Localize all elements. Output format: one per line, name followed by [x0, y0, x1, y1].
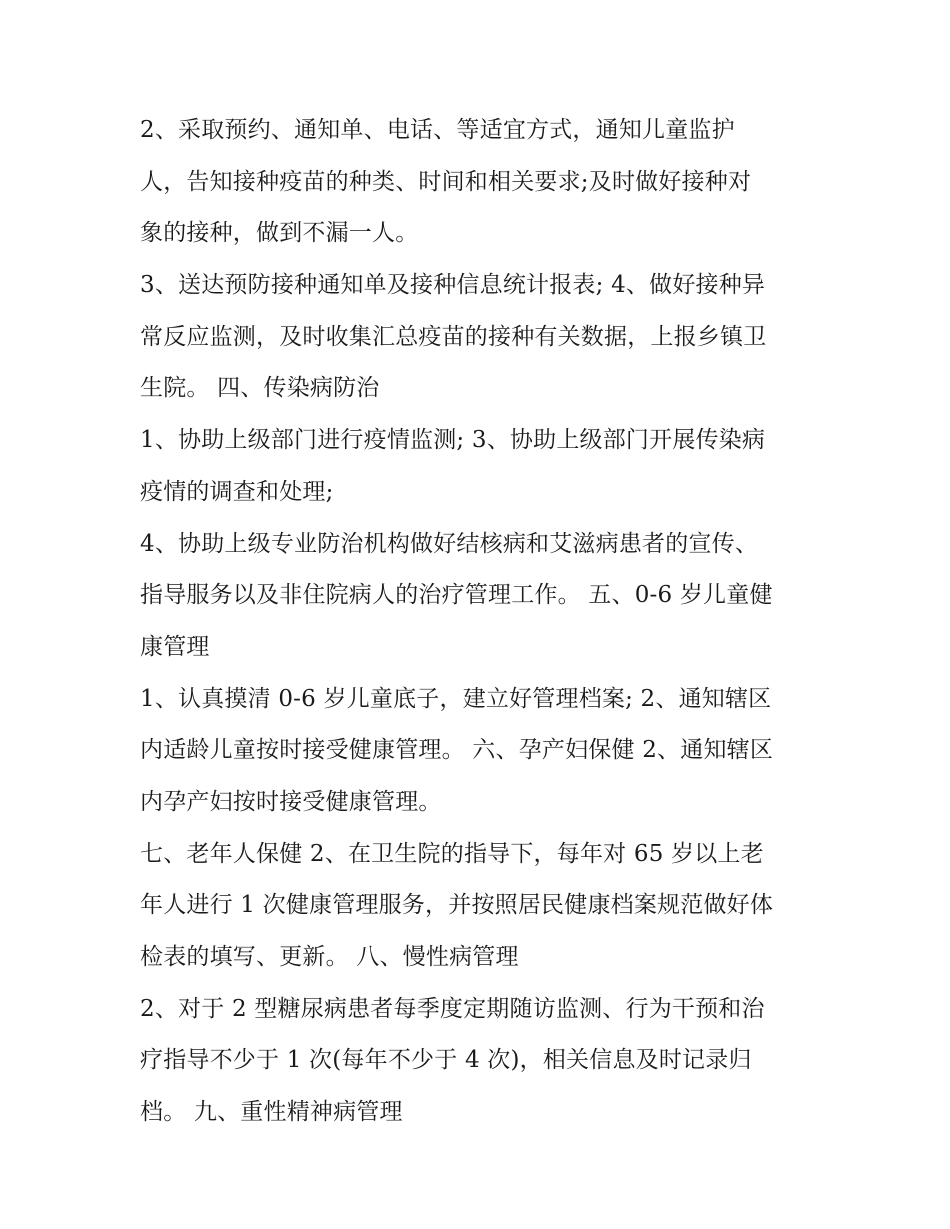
text-line: 3、送达预防接种通知单及接种信息统计报表; 4、做好接种异: [140, 272, 766, 299]
text-line: 内适龄儿童按时接受健康管理。 六、孕产妇保健 2、通知辖区: [140, 737, 774, 764]
text-line: 指导服务以及非住院病人的治疗管理工作。 五、0-6 岁儿童健: [140, 582, 773, 609]
text-line: 康管理: [140, 633, 210, 660]
text-line: 检表的填写、更新。 八、慢性病管理: [140, 944, 519, 970]
text-line: 4、协助上级专业防治机构做好结核病和艾滋病患者的宣传、: [140, 530, 759, 557]
text-line: 年人进行 1 次健康管理服务，并按照居民健康档案规范做好体: [140, 892, 774, 919]
text-line: 生院。 四、传染病防治: [140, 375, 380, 402]
text-line: 人，告知接种疫苗的种类、时间和相关要求;及时做好接种对: [140, 168, 752, 195]
text-line: 1、协助上级部门进行疫情监测; 3、协助上级部门开展传染病: [140, 427, 766, 454]
document-body: [140, 109, 830, 1143]
text-line: 常反应监测，及时收集汇总疫苗的接种有关数据，上报乡镇卫: [140, 323, 767, 350]
text-line: 疫情的调查和处理;: [140, 478, 334, 505]
text-line: 档。 九、重性精神病管理: [140, 1099, 403, 1126]
text-line: 2、对于 2 型糖尿病患者每季度定期随访监测、行为干预和治: [140, 995, 765, 1022]
text-line: 2、采取预约、通知单、电话、等适宜方式，通知儿童监护: [140, 117, 735, 143]
text-line: 1、认真摸清 0-6 岁儿童底子，建立好管理档案; 2、通知辖区: [140, 685, 772, 712]
text-line: 象的接种，做到不漏一人。: [140, 220, 419, 247]
text-line: 七、老年人保健 2、在卫生院的指导下，每年对 65 岁以上老: [140, 840, 764, 867]
text-line: 疗指导不少于 1 次(每年不少于 4 次)，相关信息及时记录归: [140, 1047, 752, 1074]
text-line: 内孕产妇按时接受健康管理。: [140, 788, 442, 815]
